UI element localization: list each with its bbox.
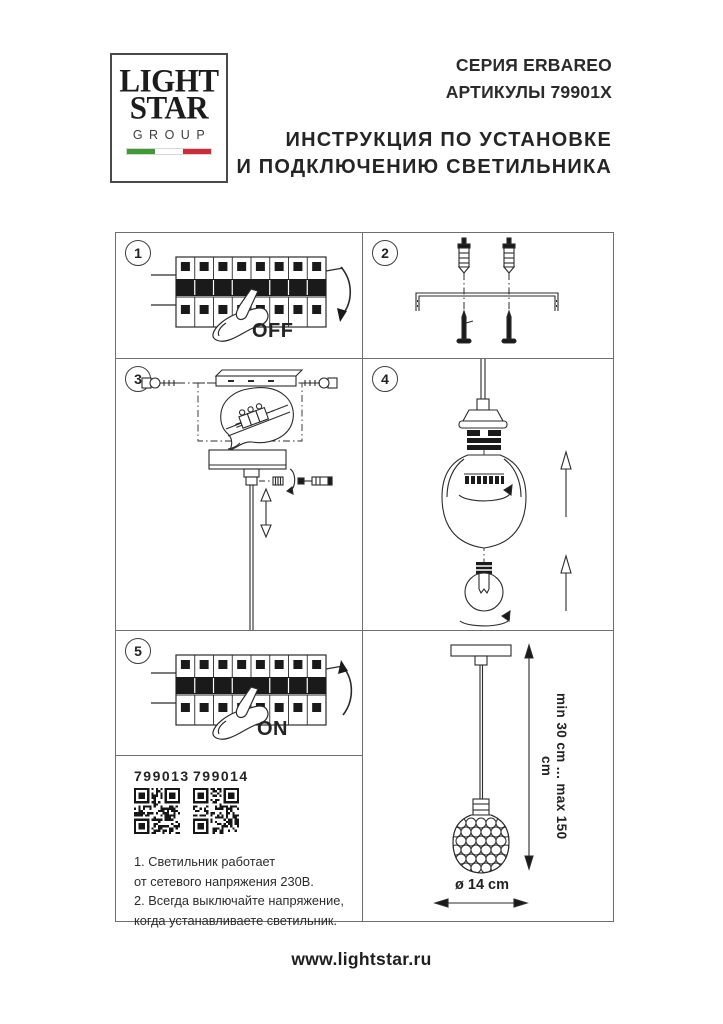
note-line: от сетевого напряжения 230В. [134,873,314,889]
italian-flag-icon [126,148,212,155]
step-number-badge: 3 [125,366,151,392]
circuit-breaker-on-illustration [148,639,358,751]
step-number-badge: 1 [125,240,151,266]
anchors-screws-bracket-illustration [363,233,613,357]
height-range-label: min 30 cm ... max 150 cm [539,692,569,840]
off-label: OFF [252,320,294,342]
article-code: 799014 [193,768,249,784]
series-label: СЕРИЯ ERBAREO [455,55,612,75]
step-5-panel [116,631,363,756]
lightstar-logo [110,53,228,183]
step-3-panel [116,359,363,631]
doc-title-line2: И ПОДКЛЮЧЕНИЮ СВЕТИЛЬНИКА [236,156,612,178]
diameter-label: ø 14 cm [455,877,509,893]
logo-word-light: LIGHT [119,62,219,99]
shade-and-bulb-assembly-illustration [363,359,613,631]
canopy-mounting-illustration [116,359,363,631]
on-label: ON [257,718,288,740]
doc-title-line1: ИНСТРУКЦИЯ ПО УСТАНОВКЕ [285,129,612,151]
step-2-panel [363,233,613,359]
qr-code [193,788,239,834]
step-number-badge: 4 [372,366,398,392]
step-4-panel [363,359,613,631]
instruction-grid [115,232,614,928]
website-url: www.lightstar.ru [291,949,432,969]
header-text [236,52,612,181]
step-number-badge: 5 [125,638,151,664]
note-line: когда устанавливаете светильник. [134,912,337,928]
safety-notes [134,852,344,930]
dimensions-panel [363,631,613,921]
step-number-badge: 2 [372,240,398,266]
articles-label: АРТИКУЛЫ 79901X [445,82,612,102]
logo-word-group: GROUP [132,128,212,142]
product-codes-panel [116,756,363,928]
logo-word-star: STAR [129,89,209,126]
step-1-panel [116,233,363,359]
qr-code [134,788,180,834]
note-line: 2. Всегда выключайте напряжение, [134,893,344,908]
note-line: 1. Светильник работает [134,854,276,869]
article-code: 799013 [134,768,190,784]
